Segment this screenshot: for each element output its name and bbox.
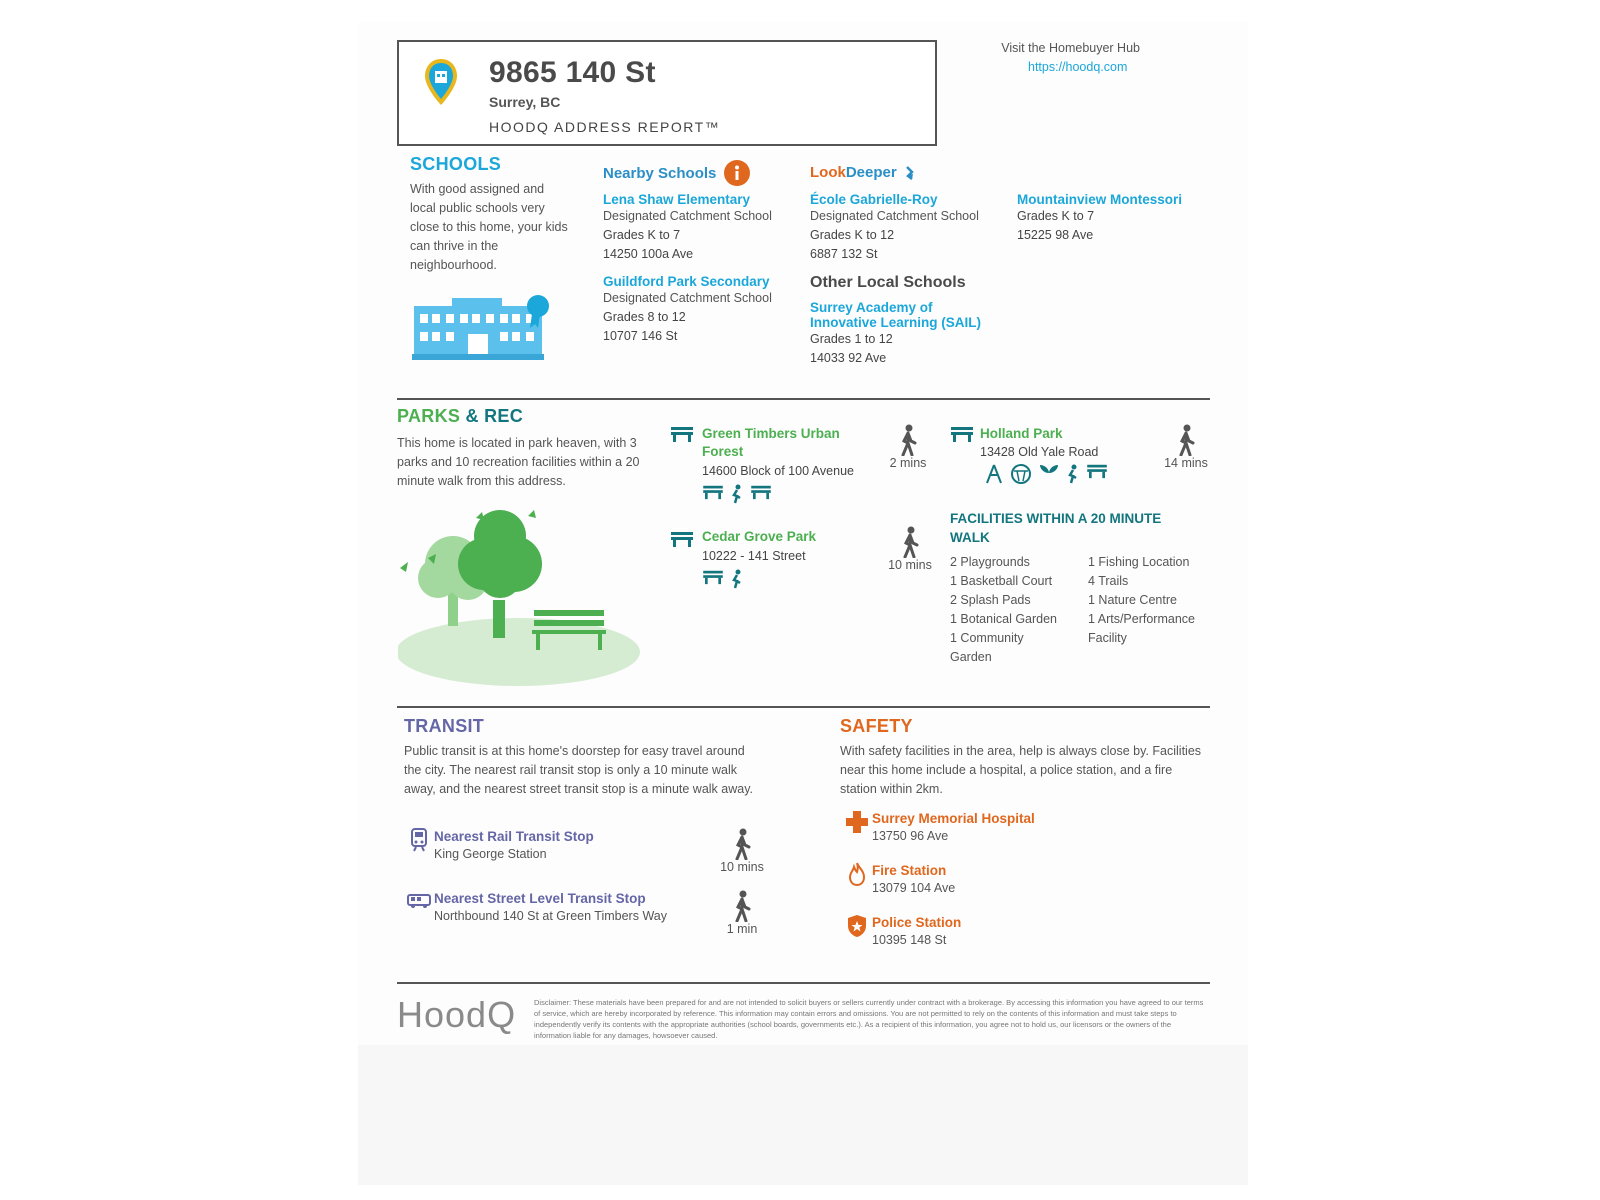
facilities-col-2 <box>1088 553 1195 648</box>
police-station-item <box>872 915 961 947</box>
facility-item: 1 Botanical Garden <box>950 612 1058 626</box>
section-divider <box>397 706 1210 708</box>
park-trees-illustration <box>398 506 644 688</box>
homebuyer-hub-label: Visit the Homebuyer Hub <box>1001 41 1140 55</box>
rail-stop-label: Nearest Rail Transit Stop <box>434 829 594 844</box>
schools-description: With good assigned and local public schools very close to this home, your kids can thrive in the neighbourhood. <box>410 182 568 272</box>
school-name[interactable]: Mountainview Montessori <box>1017 192 1183 207</box>
walking-person-icon <box>717 828 767 860</box>
school-building-icon <box>412 294 556 364</box>
bench-icon <box>950 425 974 443</box>
walking-person-icon <box>885 526 935 558</box>
school-grades: Grades K to 7 <box>1017 209 1095 223</box>
school-address: 14033 92 Ave <box>810 351 887 365</box>
facility-item: 1 Basketball Court <box>950 574 1053 588</box>
bench-icon <box>670 530 694 548</box>
facility-item: Facility <box>1088 631 1127 645</box>
info-icon[interactable] <box>724 160 750 186</box>
school-type: Designated Catchment School <box>603 209 772 223</box>
facility-item: 2 Splash Pads <box>950 593 1031 607</box>
park-green-timbers <box>702 425 854 504</box>
city-label: Surrey, BC <box>489 94 561 110</box>
park-name[interactable]: Holland Park <box>980 426 1063 441</box>
police-station-address: 10395 148 St <box>872 933 947 947</box>
walk-time-holland <box>1161 424 1211 470</box>
deeper-label: Deeper <box>845 164 897 181</box>
address-title: 9865 140 St <box>489 56 656 89</box>
train-icon <box>410 828 428 852</box>
facility-item: 1 Fishing Location <box>1088 555 1190 569</box>
school-grades: Grades 8 to 12 <box>603 310 686 324</box>
botanical-leaf-icon <box>1038 463 1060 485</box>
school-name[interactable]: Lena Shaw Elementary <box>603 192 751 207</box>
playground-icon <box>984 463 1004 485</box>
park-amenity-icons <box>984 463 1108 485</box>
safety-description: With safety facilities in the area, help is always close by. Facilities near this home include a hospital, a police station, and a fire station within 2km. <box>840 744 1202 796</box>
walk-time-rail <box>717 828 767 874</box>
school-address: 14250 100a Ave <box>603 247 694 261</box>
facility-item: 1 Community <box>950 631 1024 645</box>
rail-stop-name[interactable]: King George Station <box>434 847 547 861</box>
park-address: 10222 - 141 Street <box>702 549 806 563</box>
park-name[interactable]: Cedar Grove Park <box>702 529 817 544</box>
school-grades: Grades K to 7 <box>603 228 681 242</box>
fire-station-address: 13079 104 Ave <box>872 881 956 895</box>
park-name-cont[interactable]: Forest <box>702 444 744 459</box>
facilities-title <box>950 509 1161 547</box>
nearby-schools-label: Nearby Schools <box>603 164 717 182</box>
park-address: 13428 Old Yale Road <box>980 445 1099 459</box>
school-sail <box>810 300 981 368</box>
bench-icon <box>670 425 694 443</box>
school-name[interactable]: Guildford Park Secondary <box>603 274 770 289</box>
police-station-name[interactable]: Police Station <box>872 915 962 930</box>
hospital-address: 13750 96 Ave <box>872 829 949 843</box>
school-address: 10707 146 St <box>603 329 678 343</box>
home-pin-icon <box>423 57 459 107</box>
bench-icon <box>702 569 724 589</box>
school-type: Designated Catchment School <box>603 291 772 305</box>
school-type: Designated Catchment School <box>810 209 979 223</box>
walk-time-cedar-grove <box>885 526 935 572</box>
park-address: 14600 Block of 100 Avenue <box>702 464 854 478</box>
transit-description: Public transit is at this home's doorstep for easy travel around the city. The nearest rail transit stop is only a 10 minute walk away, and the nearest street transit stop is a minute walk away. <box>404 744 754 796</box>
facility-item: 2 Playgrounds <box>950 555 1030 569</box>
bench-icon <box>750 484 772 504</box>
hospital-item <box>872 811 1035 843</box>
fire-flame-icon <box>849 862 865 886</box>
look-label: Look <box>810 164 846 181</box>
walking-person-icon <box>888 424 928 456</box>
hoodq-link[interactable]: https://hoodq.com <box>1028 60 1128 74</box>
facilities-title-line: WALK <box>950 530 990 545</box>
facility-item: 1 Arts/Performance <box>1088 612 1195 626</box>
section-divider <box>397 982 1210 984</box>
walk-time-green-timbers <box>888 424 928 470</box>
park-cedar-grove <box>702 528 816 589</box>
walk-time: 10 mins <box>720 860 764 874</box>
trail-runner-icon <box>730 569 744 589</box>
school-address: 15225 98 Ave <box>1017 228 1094 242</box>
school-grades: Grades 1 to 12 <box>810 332 893 346</box>
fire-station-item <box>872 863 955 895</box>
rec-word: & REC <box>465 406 524 426</box>
facilities-title-line: FACILITIES WITHIN A 20 MINUTE <box>950 511 1162 526</box>
street-stop-label: Nearest Street Level Transit Stop <box>434 891 646 906</box>
bench-icon <box>702 484 724 504</box>
bench-icon <box>1086 463 1108 485</box>
trail-runner-icon <box>1066 463 1080 485</box>
rail-transit-stop <box>434 829 594 861</box>
school-grades: Grades K to 12 <box>810 228 895 242</box>
street-transit-stop <box>434 891 667 923</box>
school-name[interactable]: Surrey Academy of <box>810 300 933 315</box>
walking-person-icon <box>1161 424 1211 456</box>
facility-item: 4 Trails <box>1088 574 1129 588</box>
schools-title: SCHOOLS <box>410 154 502 174</box>
other-local-schools-heading: Other Local Schools <box>810 274 966 291</box>
trail-runner-icon <box>730 484 744 504</box>
school-name-cont[interactable]: Innovative Learning (SAIL) <box>810 315 982 330</box>
park-holland <box>980 425 1108 485</box>
transit-title: TRANSIT <box>404 716 485 736</box>
walk-time: 1 min <box>726 922 758 936</box>
walk-time: 14 mins <box>1164 456 1208 470</box>
walk-time: 2 mins <box>889 456 927 470</box>
nearby-schools-header <box>603 160 750 186</box>
parks-title <box>397 406 523 427</box>
report-title: HOODQ ADDRESS REPORT™ <box>489 119 721 135</box>
disclaimer-text: Disclaimer: These materials have been prepared for and are not intended to solicit buyers or sellers currently under contract with a brokerage. By accessing this information you have agreed to our terms of service, which are hereby incorporated by reference. This information may contain errors and omissions. You are not permitted to rely on the contents of this information and must take steps to independently verify its contents with the appropriate authorities (school boards, governments etc.). As a recipient of this information, you agree not to hold us, our licensors or the owners of the information liable for any damages, howsoever caused. <box>534 998 1204 1040</box>
walking-person-icon <box>717 890 767 922</box>
school-address: 6887 132 St <box>810 247 878 261</box>
section-divider <box>397 398 1210 400</box>
hospital-cross-icon <box>845 810 869 834</box>
school-mountainview-montessori <box>1017 192 1182 245</box>
bus-icon <box>407 893 431 909</box>
basketball-icon <box>1010 463 1032 485</box>
police-badge-icon <box>847 914 867 938</box>
school-ecole-gabrielle-roy <box>810 192 979 264</box>
walk-time: 10 mins <box>888 558 932 572</box>
fire-station-name[interactable]: Fire Station <box>872 863 947 878</box>
school-lena-shaw <box>603 192 772 264</box>
park-name[interactable]: Green Timbers Urban <box>702 426 840 441</box>
hospital-name[interactable]: Surrey Memorial Hospital <box>872 811 1035 826</box>
facility-item: Garden <box>950 650 992 664</box>
street-stop-name[interactable]: Northbound 140 St at Green Timbers Way <box>434 909 667 923</box>
safety-title: SAFETY <box>840 716 913 736</box>
facility-item: 1 Nature Centre <box>1088 593 1177 607</box>
parks-description: This home is located in park heaven, with 3 parks and 10 recreation facilities within a 20 minute walk from this address. <box>397 436 640 488</box>
arrow-down-icon <box>903 165 917 181</box>
school-guildford-park <box>603 274 772 346</box>
school-name[interactable]: École Gabrielle-Roy <box>810 192 938 207</box>
walk-time-street <box>717 890 767 936</box>
park-amenity-icons <box>702 484 854 504</box>
page-bottom-area <box>358 1045 1248 1185</box>
facilities-col-1 <box>950 553 1057 667</box>
park-amenity-icons <box>702 569 816 589</box>
look-deeper[interactable] <box>810 164 917 181</box>
parks-word: PARKS <box>397 406 461 426</box>
hoodq-logo: HoodQ <box>397 994 517 1035</box>
